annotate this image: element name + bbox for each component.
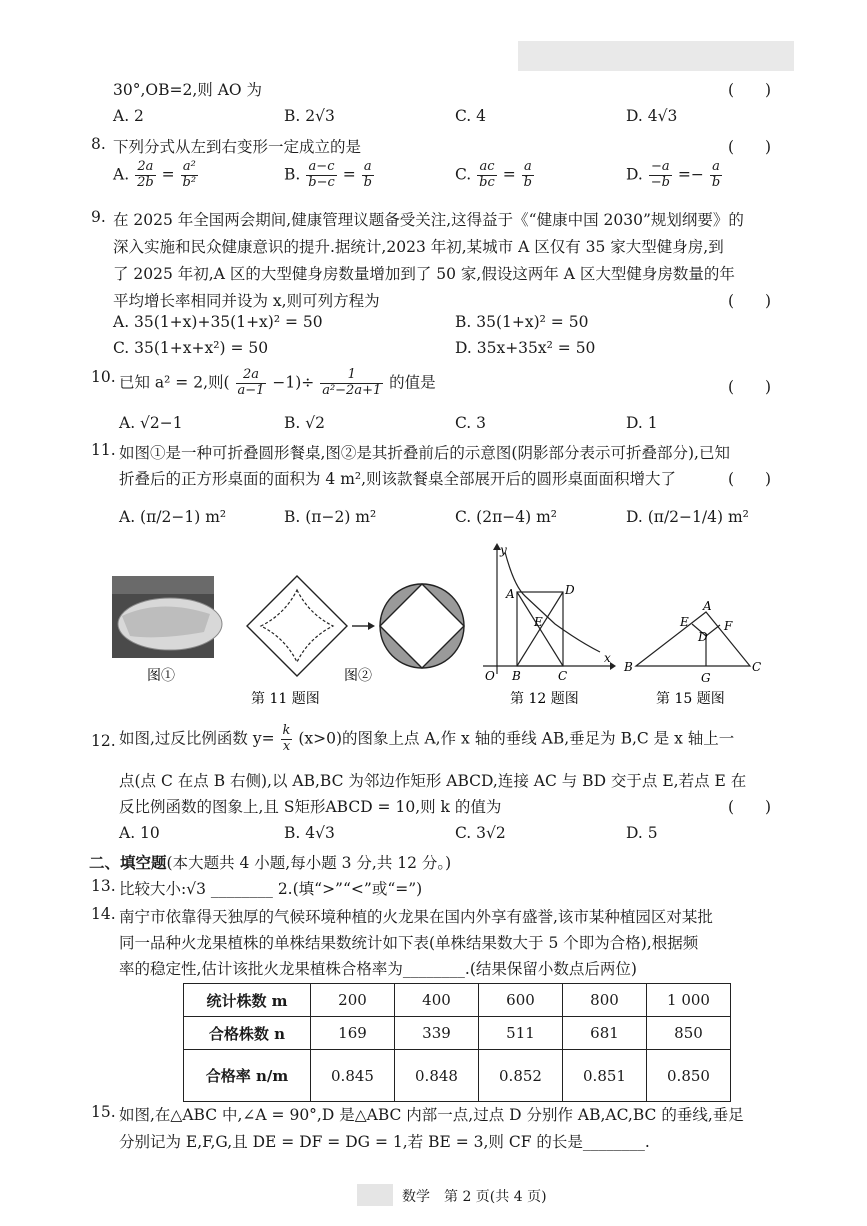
fig15-diagram (636, 612, 750, 666)
q9-option-c: C. 35(1+x+x²) = 50 (113, 339, 269, 357)
fig2-label: 图② (344, 668, 372, 684)
fig15-label-d: D (698, 630, 708, 644)
q8-option-d: D. $\frac{-a}{-b}$ =− $\frac{a}{b}$ (626, 159, 721, 190)
table-cell: 0.852 (479, 1050, 563, 1102)
q11-option-d: D. (π/2−1/4) m² (626, 508, 749, 526)
fig12-caption: 第 12 题图 (510, 691, 579, 707)
table-cell: 0.850 (647, 1050, 731, 1102)
fraction: $\frac{2a}{a-1}$ (237, 367, 265, 398)
q7-answer-paren: ( ) (728, 81, 772, 99)
q9-line1: 在 2025 年全国两会期间,健康管理议题备受关注,这得益于《“健康中国 2030”规划纲要》的 (113, 211, 744, 229)
q14-line1: 南宁市依靠得天独厚的气候环境种植的火龙果在国内外享有盛誉,该市某种植园区对某批 (119, 908, 713, 926)
q9-option-b: B. 35(1+x)² = 50 (455, 313, 589, 331)
fig12-label-c: C (558, 669, 568, 683)
table-cell: 511 (479, 1017, 563, 1050)
figures-row (100, 540, 800, 715)
q7-stem: 30°,OB=2,则 AO 为 (113, 81, 263, 99)
q12-number: 12. (91, 732, 116, 750)
footer-subject: 数学 (402, 1189, 430, 1205)
q10-stem: 已知 a² = 2,则( $\frac{2a}{a-1}$ −1)÷ $\frac{1}{\text{a²−2a+1}}$ 的值是 (119, 367, 436, 398)
q9-line2: 深入实施和民众健康意识的提升.据统计,2023 年初,某城市 A 区仅有 35 家大型健身房,到 (113, 238, 724, 256)
q15-number: 15. (91, 1103, 116, 1121)
q11-option-a: A. (π/2−1) m² (119, 508, 227, 526)
section2-desc: (本大题共 4 小题,每小题 3 分,共 12 分。) (166, 854, 452, 872)
fig12-diagram (483, 543, 616, 674)
fig12-label-a: A (506, 587, 515, 601)
table-cell: 0.848 (395, 1050, 479, 1102)
q8-number: 8. (91, 135, 106, 153)
fig12-label-o: O (485, 669, 495, 683)
q8-option-c: C. $\frac{ac}{bc}$ = $\frac{a}{b}$ (455, 159, 532, 190)
fraction: $\frac{a}{b}$ (711, 159, 721, 190)
q12-line1: 如图,过反比例函数 y= $\frac{k}{x}$ (x>0)的图象上点 A,作 x 轴的垂线 AB,垂足为 B,C 是 x 轴上一 (119, 723, 735, 754)
fig11-caption: 第 11 题图 (251, 691, 320, 707)
q15-line2: 分别记为 E,F,G,且 DE = DF = DG = 1,若 BE = 3,则 CF 的长是________. (119, 1133, 650, 1151)
fraction: $\frac{-a}{-b}$ (650, 159, 670, 190)
table-cell: 0.845 (311, 1050, 395, 1102)
q11-number: 11. (91, 441, 116, 459)
q8-option-a: A. $\frac{2a}{2b}$ = $\frac{\text{a²}}{\text{b²}}$ (113, 159, 197, 190)
fig15-label-b: B (624, 660, 633, 674)
q9-option-d: D. 35x+35x² = 50 (455, 339, 596, 357)
fig2-open-diagram (380, 584, 464, 668)
q7-option-c: C. 4 (455, 107, 487, 125)
header-grey-bar (518, 41, 794, 71)
q11-option-c: C. (2π−4) m² (455, 508, 557, 526)
table-cell: 600 (479, 984, 563, 1017)
table-cell: 681 (563, 1017, 647, 1050)
table-cell: 400 (395, 984, 479, 1017)
fig15-label-g: G (701, 671, 711, 685)
fig15-label-c: C (752, 660, 762, 674)
arrow-icon (352, 622, 375, 630)
fig15-label-e: E (680, 615, 689, 629)
q10-option-a: A. √2−1 (119, 414, 183, 432)
fig15-label-f: F (724, 619, 733, 633)
table-row (184, 984, 731, 1017)
fraction: $\frac{a}{b}$ (363, 159, 372, 190)
q14-number: 14. (91, 905, 116, 923)
fraction: $\frac{k}{x}$ (282, 723, 291, 754)
q9-line4: 平均增长率相同并设为 x,则可列方程为 (113, 292, 380, 310)
table-cell: 800 (563, 984, 647, 1017)
table-header-cell: 合格株数 n (184, 1017, 311, 1050)
table-row (184, 1050, 731, 1102)
table-header-cell: 合格率 n/m (184, 1050, 311, 1102)
fig12-label-e: E (534, 615, 543, 629)
table-row (184, 1017, 731, 1050)
fig2-folded-diagram (247, 576, 347, 676)
q12-answer-paren: ( ) (728, 798, 772, 816)
option-label: A. (113, 165, 130, 184)
option-label: D. (626, 165, 643, 184)
q12-option-c: C. 3√2 (455, 824, 506, 842)
q10-answer-paren: ( ) (728, 378, 772, 396)
q12-option-b: B. 4√3 (284, 824, 335, 842)
fig15-label-a: A (703, 599, 712, 613)
q13-text: 比较大小:√3 ________ 2.(填“>”“<”或“=”) (119, 880, 423, 898)
fraction: $\frac{a-c}{b-c}$ (308, 159, 335, 190)
q9-line3: 了 2025 年初,A 区的大型健身房数量增加到了 50 家,假设这两年 A 区大型健身房数量的年 (113, 265, 735, 283)
q10-option-d: D. 1 (626, 414, 658, 432)
table-cell: 169 (311, 1017, 395, 1050)
q14-line2: 同一品种火龙果植株的单株结果数统计如下表(单株结果数大于 5 个即为合格),根据频 (119, 934, 699, 952)
q11-option-b: B. (π−2) m² (284, 508, 377, 526)
fig12-label-d: D (565, 583, 575, 597)
q9-answer-paren: ( ) (728, 292, 772, 310)
fraction: $\frac{ac}{bc}$ (479, 159, 495, 190)
q14-line3: 率的稳定性,估计该批火龙果植株合格率为________.(结果保留小数点后两位) (119, 960, 637, 978)
section2-heading (89, 851, 451, 873)
q8-answer-paren: ( ) (728, 138, 772, 156)
fig15-caption: 第 15 题图 (656, 691, 725, 707)
q12-line3: 反比例函数的图象上,且 S矩形ABCD = 10,则 k 的值为 (119, 798, 502, 816)
q10-option-b: B. √2 (284, 414, 325, 432)
q13-number: 13. (91, 877, 116, 895)
table-header-cell: 统计株数 m (184, 984, 311, 1017)
q8-option-b: B. $\frac{a-c}{b-c}$ = $\frac{a}{b}$ (284, 159, 372, 190)
q7-option-a: A. 2 (113, 107, 144, 125)
fig12-label-y: y (500, 543, 507, 557)
q10-number: 10. (91, 368, 116, 386)
fig12-label-x: x (604, 651, 611, 665)
footer-page: 第 2 页(共 4 页) (444, 1189, 547, 1205)
q7-option-d: D. 4√3 (626, 107, 678, 125)
q9-number: 9. (91, 208, 106, 226)
q10-option-c: C. 3 (455, 414, 487, 432)
q7-option-b: B. 2√3 (284, 107, 335, 125)
q12-line2: 点(点 C 在点 B 右侧),以 AB,BC 为邻边作矩形 ABCD,连接 AC 与 BD 交于点 E,若点 E 在 (119, 772, 747, 790)
fig1-label: 图① (147, 668, 175, 684)
q8-stem: 下列分式从左到右变形一定成立的是 (113, 138, 362, 156)
table-cell: 200 (311, 984, 395, 1017)
q9-option-a: A. 35(1+x)+35(1+x)² = 50 (113, 313, 323, 331)
table-cell: 850 (647, 1017, 731, 1050)
table-cell: 1 000 (647, 984, 731, 1017)
q11-answer-paren: ( ) (728, 470, 772, 488)
q12-option-d: D. 5 (626, 824, 658, 842)
section2-title: 二、填空题 (89, 853, 167, 872)
option-label: C. (455, 165, 472, 184)
q12-option-a: A. 10 (119, 824, 160, 842)
q11-line1: 如图①是一种可折叠圆形餐桌,图②是其折叠前后的示意图(阴影部分表示可折叠部分),已知 (119, 444, 730, 462)
q14-stats-table (183, 983, 731, 1102)
q11-line2: 折叠后的正方形桌面的面积为 4 m²,则该款餐桌全部展开后的圆形桌面面积增大了 (119, 470, 677, 488)
table-cell: 339 (395, 1017, 479, 1050)
fraction: $\frac{\text{a²}}{\text{b²}}$ (182, 159, 197, 190)
table-cell: 0.851 (563, 1050, 647, 1102)
option-label: B. (284, 165, 301, 184)
fig1-table-photo (112, 576, 222, 658)
fraction: $\frac{1}{\text{a²−2a+1}}$ (322, 367, 382, 398)
fraction: $\frac{2a}{2b}$ (137, 159, 154, 190)
fraction: $\frac{a}{b}$ (523, 159, 532, 190)
fig12-label-b: B (512, 669, 521, 683)
footer-grey-mark (357, 1184, 393, 1206)
q15-line1: 如图,在△ABC 中,∠A = 90°,D 是△ABC 内部一点,过点 D 分别作 AB,AC,BC 的垂线,垂足 (119, 1106, 744, 1124)
